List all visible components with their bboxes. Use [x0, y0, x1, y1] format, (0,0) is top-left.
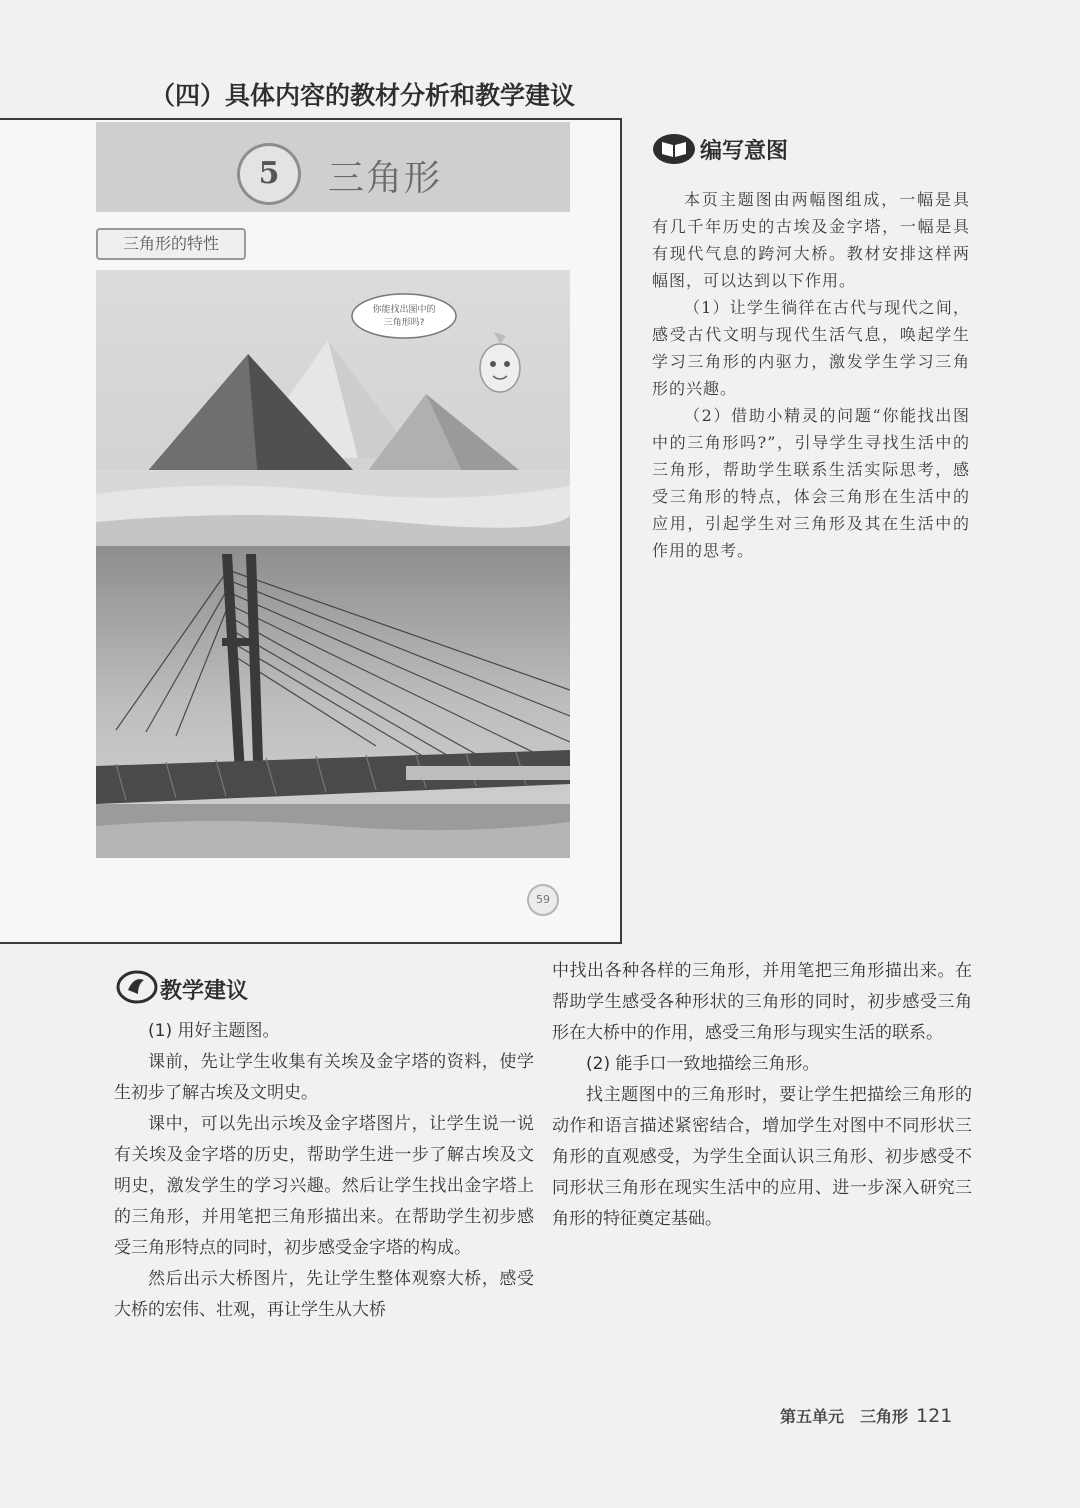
svg-text:你能找出图中的: 你能找出图中的: [372, 305, 436, 315]
pyramid-photo: [96, 270, 570, 546]
page-footer: [780, 1404, 952, 1427]
svg-text:三角形吗?: 三角形吗?: [383, 318, 425, 328]
side-note-paragraph: 本页主题图由两幅图组成，一幅是具有几千年历史的古埃及金字塔，一幅是具有现代气息的跨河大桥。教材安排这样两幅图，可以达到以下作用。: [652, 190, 970, 290]
book-icon: [652, 132, 696, 166]
theme-illustration: [96, 270, 570, 858]
footer-page-number: 121: [916, 1405, 953, 1427]
suggestion-continuation: 中找出各种各样的三角形，并用笔把三角形描出来。在帮助学生感受各种形状的三角形的同时，初步感受三角形在大桥中的作用，感受三角形与现实生活的联系。: [552, 961, 972, 1043]
bridge-photo: [96, 546, 570, 858]
chapter-title: 三角形: [328, 158, 443, 199]
suggestion-icon: [116, 970, 158, 1004]
suggestion-title: 教学建议: [160, 979, 249, 1004]
textbook-page-number: 59: [527, 884, 559, 916]
suggestion-paragraph: (1) 用好主题图。: [148, 1021, 280, 1041]
suggestion-paragraph: 课中，可以先出示埃及金字塔图片，让学生说一说有关埃及金字塔的历史，帮助学生进一步了解古埃及文明史，激发学生的学习兴趣。然后让学生找出金字塔上的三角形，并用笔把三角形描出来。在帮助学生初步感受三角形特点的同时，初步感受金字塔的构成。: [114, 1114, 534, 1258]
suggestion-paragraph: (2) 能手口一致地描绘三角形。: [586, 1054, 820, 1074]
side-note-paragraph: （1）让学生徜徉在古代与现代之间，感受古代文明与现代生活气息，唤起学生学习三角形的内驱力，激发学生学习三角形的兴趣。: [652, 298, 970, 398]
section-title: （四）具体内容的教材分析和教学建议: [150, 81, 576, 110]
suggestion-paragraph: 课前，先让学生收集有关埃及金字塔的资料，使学生初步了解古埃及文明史。: [114, 1052, 534, 1103]
chapter-number: 5: [237, 143, 301, 205]
suggestion-paragraph: 找主题图中的三角形时，要让学生把描绘三角形的动作和语言描述紧密结合，增加学生对图中不同形状三角形的直观感受，为学生全面认识三角形、初步感受不同形状三角形在现实生活中的应用、进一步深入研究三角形的特征奠定基础。: [552, 1085, 972, 1229]
side-note-title: 编写意图: [700, 139, 789, 164]
suggestion-right-column: [552, 956, 972, 1235]
lesson-tag: 三角形的特性: [96, 228, 246, 260]
side-note-paragraph: （2）借助小精灵的问题“你能找出图中的三角形吗?”，引导学生寻找生活中的三角形，帮助学生联系生活实际思考，感受三角形的特点，体会三角形在生活中的应用，引起学生对三角形及其在生活中的作用的思考。: [652, 406, 970, 560]
suggestion-left-column: [114, 1016, 534, 1326]
elf-speech-bubble: [352, 294, 456, 338]
side-note-body: [652, 186, 970, 564]
suggestion-paragraph: 然后出示大桥图片，先让学生整体观察大桥，感受大桥的宏伟、壮观，再让学生从大桥: [114, 1269, 534, 1320]
footer-unit: 第五单元 三角形: [780, 1407, 909, 1426]
